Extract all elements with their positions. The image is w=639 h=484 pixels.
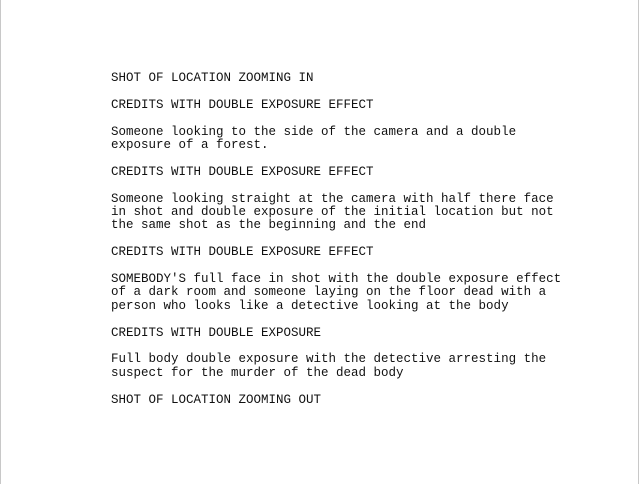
paragraph-6 — [111, 246, 581, 259]
paragraph-4 — [111, 166, 581, 179]
text-line: SHOT OF LOCATION ZOOMING IN — [111, 71, 314, 85]
text-line: CREDITS WITH DOUBLE EXPOSURE EFFECT — [111, 164, 374, 179]
text-line: Full body double exposure with the detective arresting the — [111, 352, 547, 367]
text-line: CREDITS WITH DOUBLE EXPOSURE EFFECT — [111, 97, 374, 112]
paragraph-5 — [111, 193, 581, 233]
text-line: in shot and double exposure of the initial location but not — [111, 205, 554, 219]
paragraph-7 — [111, 273, 581, 313]
document-body — [111, 72, 581, 420]
text-line: Someone looking to the side of the camera and a double — [111, 124, 517, 139]
paragraph-9 — [111, 353, 581, 380]
text-line: Someone looking straight at the camera with half there face — [111, 191, 554, 206]
paragraph-8 — [111, 327, 581, 340]
text-line: CREDITS WITH DOUBLE EXPOSURE EFFECT — [111, 245, 374, 260]
text-line: the same shot as the beginning and the end — [111, 218, 427, 233]
text-line: exposure of a forest. — [111, 138, 269, 152]
text-line: of a dark room and someone laying on the floor dead with a — [111, 285, 547, 300]
paragraph-10 — [111, 394, 581, 407]
text-line: CREDITS WITH DOUBLE EXPOSURE — [111, 325, 322, 340]
text-line: suspect for the murder of the dead body — [111, 365, 404, 380]
text-line: SHOT OF LOCATION ZOOMING OUT — [111, 392, 322, 407]
paragraph-3 — [111, 126, 581, 153]
text-line: SOMEBODY'S full face in shot with the double exposure effect — [111, 272, 562, 286]
paragraph-2 — [111, 99, 581, 112]
paragraph-1 — [111, 72, 581, 85]
text-line: person who looks like a detective looking at the body — [111, 298, 509, 313]
